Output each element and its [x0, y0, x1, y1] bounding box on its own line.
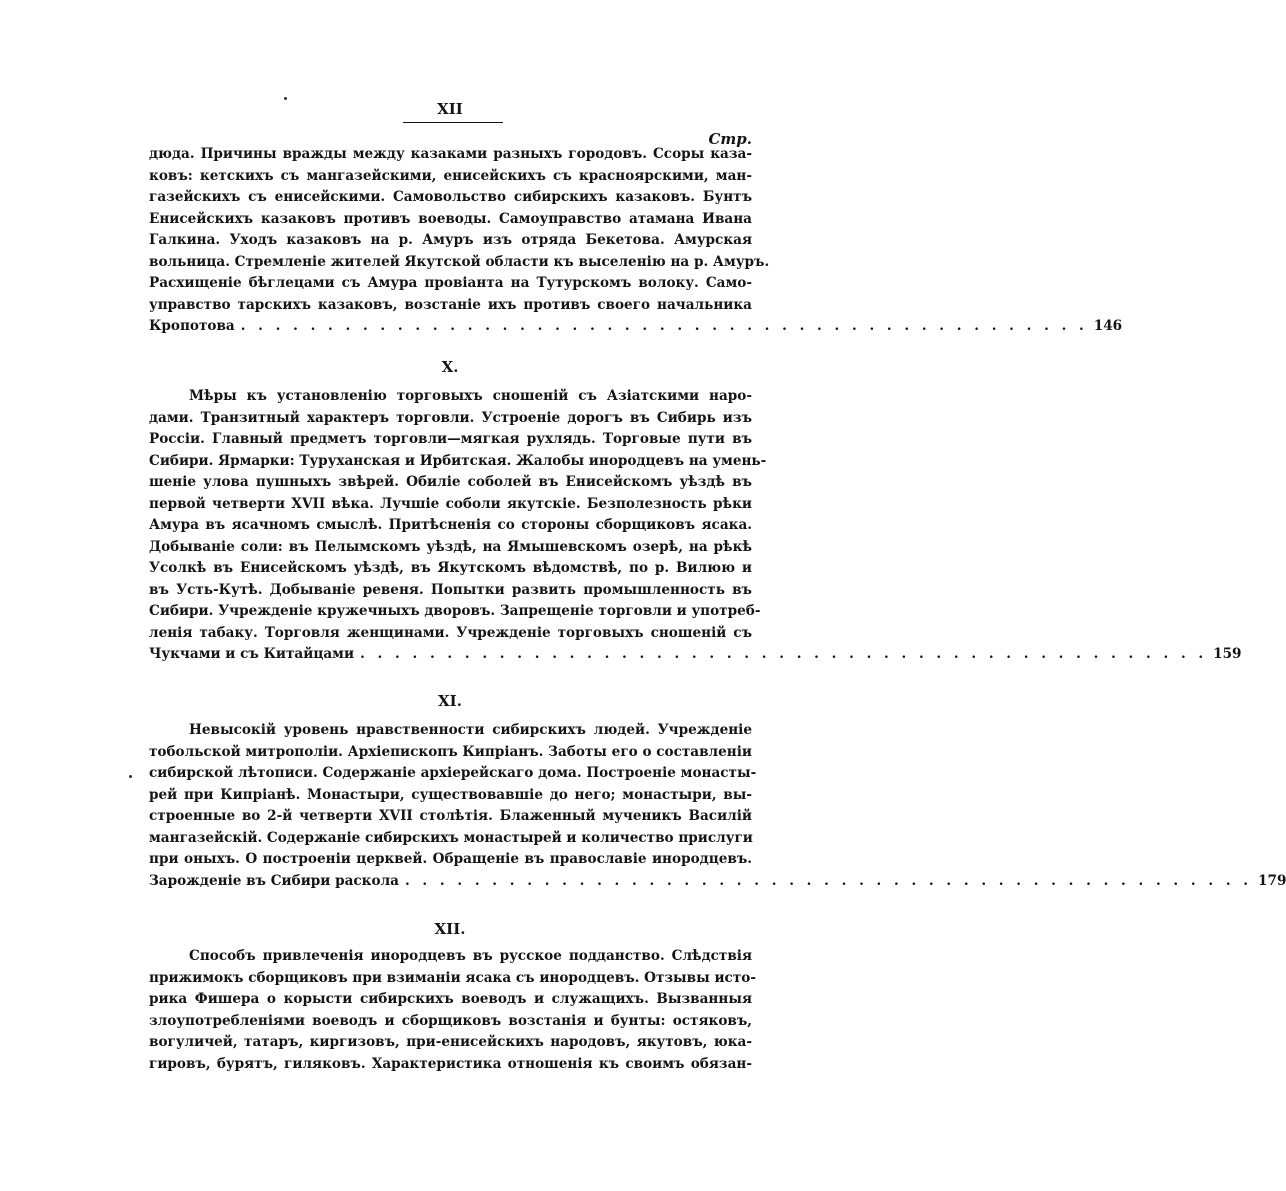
text-line: Способъ привлеченія инородцевъ въ русское подданство. Слѣдствія: [189, 948, 752, 964]
text-line: ленія табаку. Торговля женщинами. Учрежденіе торговыхъ сношеній съ: [149, 624, 752, 641]
header-rule: [403, 122, 503, 123]
text-line: газейскихъ съ енисейскими. Самовольство сибирскихъ казаковъ. Бунтъ: [149, 189, 752, 205]
print-speck: [129, 775, 132, 778]
toc-entry-text: Чукчами и съ Китайцами: [149, 646, 355, 662]
dot-leader: . . . . . . . . . . . . . . . . . . . . . . . . . . . . . . . . . . . . . . . . . . . . . . . . .: [360, 646, 1208, 662]
text-line: дами. Транзитный характеръ торговли. Устроеніе дорогъ въ Сибирь изъ: [149, 409, 752, 426]
section-x-paragraph: [149, 386, 1242, 666]
text-line: злоупотребленіями воеводъ и сборщиковъ возстанія и бунты: остяковъ,: [149, 1012, 752, 1029]
text-line: Сибири. Учрежденіе кружечныхъ дворовъ. Запрещеніе торговли и употреб-: [149, 603, 761, 619]
section-xii-paragraph: [149, 946, 756, 1075]
text-line: Галкина. Уходъ казаковъ на р. Амуръ изъ отряда Бекетова. Амурская: [149, 232, 752, 248]
text-line: прижимокъ сборщиковъ при взиманіи ясака съ инородцевъ. Отзывы исто-: [149, 969, 756, 986]
text-line: вольница. Стремленіе жителей Якутской области къ выселенію на р. Амуръ.: [149, 253, 770, 270]
text-line: Усолкѣ въ Енисейскомъ уѣздѣ, въ Якутскомъ вѣдомствѣ, по р. Вилюю и: [149, 560, 752, 576]
toc-page-number: 146: [1093, 318, 1123, 334]
text-line: сибирской лѣтописи. Содержаніе архіерейскаго дома. Построеніе монасты-: [149, 765, 757, 781]
print-speck: [284, 97, 287, 100]
text-line: Невысокій уровень нравственности сибирскихъ людей. Учрежденіе: [189, 722, 752, 738]
text-line: мангазейскій. Содержаніе сибирскихъ монастырей и количество прислуги: [149, 829, 753, 846]
text-line: первой четверти XVII вѣка. Лучшіе соболи якутскіе. Безполезность рѣки: [149, 495, 752, 512]
text-line: Мѣры къ установленію торговыхъ сношеній съ Азіатскими наро-: [189, 388, 752, 404]
toc-page-number: 159: [1213, 646, 1242, 662]
text-line: вогуличей, татаръ, киргизовъ, при-енисейскихъ народовъ, якутовъ, юка-: [149, 1034, 752, 1050]
section-ix-paragraph: [149, 144, 1123, 338]
section-heading-xii: XII.: [434, 920, 466, 938]
toc-entry-text: Зарожденіе въ Сибири раскола: [149, 872, 399, 889]
text-line: рика Фишера о корысти сибирскихъ воеводъ и служащихъ. Вызванныя: [149, 991, 752, 1007]
text-line: Енисейскихъ казаковъ противъ воеводы. Самоуправство атамана Ивана: [149, 210, 752, 227]
text-line: Амура въ ясачномъ смыслѣ. Притѣсненія со стороны сборщиковъ ясака.: [149, 517, 752, 533]
toc-entry-last-line: [149, 316, 1123, 338]
text-line: дюда. Причины вражды между казаками разныхъ городовъ. Ссоры каза-: [149, 146, 752, 162]
text-line: Добываніе соли: въ Пелымскомъ уѣздѣ, на Ямышевскомъ озерѣ, на рѣкѣ: [149, 538, 752, 555]
text-line: гировъ, бурятъ, гиляковъ. Характеристика отношенія къ своимъ обязан-: [149, 1055, 752, 1072]
text-line: въ Усть-Кутѣ. Добываніе ревеня. Попытки развить промышленность въ: [149, 581, 752, 598]
dot-leader: . . . . . . . . . . . . . . . . . . . . . . . . . . . . . . . . . . . . . . . . . . . . . . . . .: [404, 872, 1253, 889]
section-xi-paragraph: [149, 720, 1286, 892]
section-heading-xi: XI.: [438, 692, 462, 710]
text-line: ковъ: кетскихъ съ мангазейскими, енисейскихъ съ красноярскими, ман-: [149, 167, 752, 184]
text-line: рей при Кипріанѣ. Монастыри, существовавшіе до него; монастыри, вы-: [149, 786, 752, 803]
text-line: Сибири. Ярмарки: Туруханская и Ирбитская. Жалобы инородцевъ на умень-: [149, 452, 767, 469]
section-heading-x: X.: [441, 358, 459, 376]
page-column-label: Стр.: [708, 130, 752, 148]
toc-page-number: 179: [1258, 872, 1286, 889]
toc-entry-text: Кропотова: [149, 318, 235, 334]
text-line: шеніе улова пушныхъ звѣрей. Обиліе соболей въ Енисейскомъ уѣздѣ въ: [149, 474, 752, 490]
text-line: управство тарскихъ казаковъ, возстаніе ихъ противъ своего начальника: [149, 296, 752, 313]
toc-entry-last-line: [149, 644, 1242, 666]
text-line: Расхищеніе бѣглецами съ Амура провіанта на Тутурскомъ волоку. Само-: [149, 275, 752, 291]
text-line: Россіи. Главный предметъ торговли—мягкая рухлядь. Торговые пути въ: [149, 431, 752, 447]
text-line: тобольской митрополіи. Архіепископъ Кипріанъ. Заботы его о составленіи: [149, 743, 752, 760]
text-line: строенные во 2-й четверти XVII столѣтія. Блаженный мученикъ Василій: [149, 808, 752, 824]
text-line: при оныхъ. О построеніи церквей. Обращеніе въ православіе инородцевъ.: [149, 851, 752, 867]
dot-leader: . . . . . . . . . . . . . . . . . . . . . . . . . . . . . . . . . . . . . . . . . . . . . . . . .: [240, 318, 1088, 334]
toc-entry-last-line: [149, 871, 1286, 893]
page-number: XII: [437, 100, 463, 118]
